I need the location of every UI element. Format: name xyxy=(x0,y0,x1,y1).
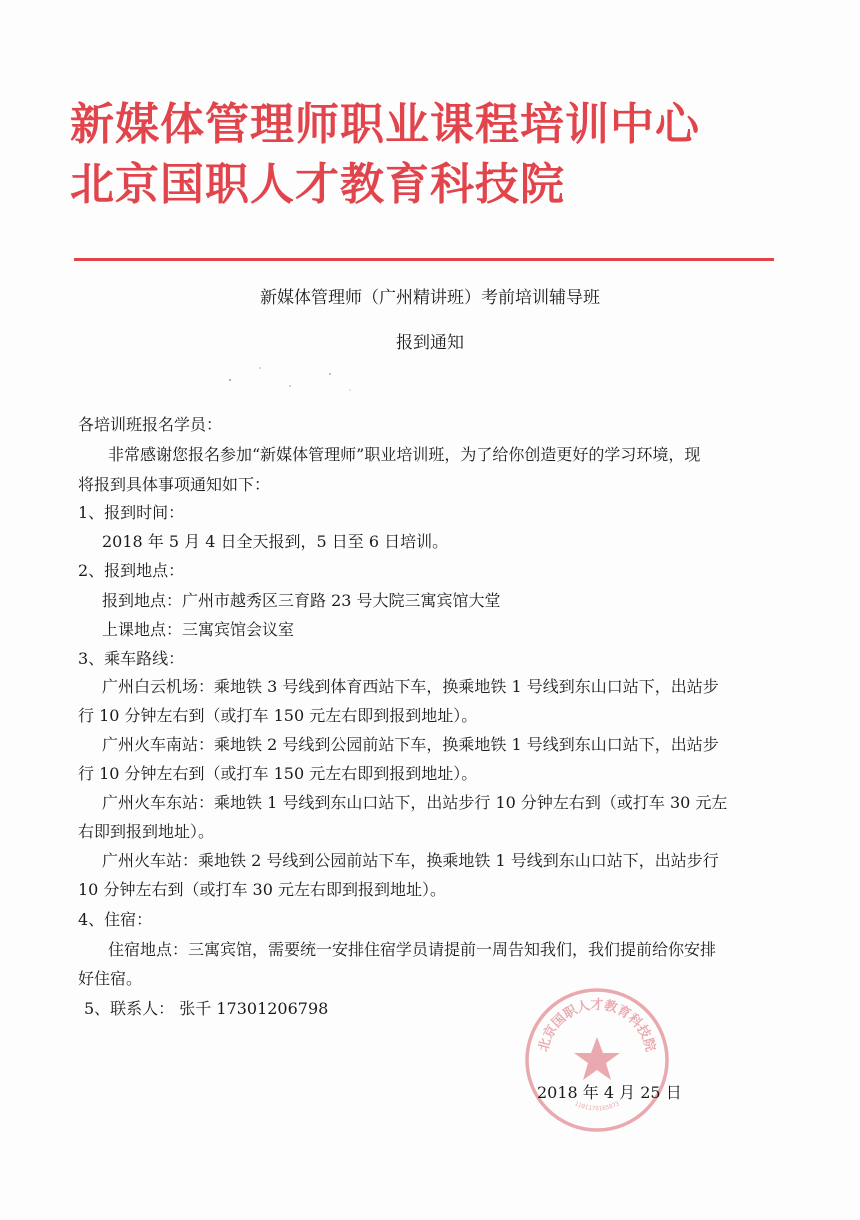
document-title: 报到通知 xyxy=(396,333,464,353)
letterhead-divider xyxy=(74,258,774,261)
route-south-station-line-2: 行 10 分钟左右到（或打车 150 元左右即到报到地址）。 xyxy=(78,764,478,783)
svg-text:1101170165873: 1101170165873 xyxy=(573,1100,621,1113)
letterhead-title-2: 北京国职人才教育科技院 xyxy=(70,159,565,210)
intro-line-1: 非常感谢您报名参加“新媒体管理师”职业培训班，为了给你创造更好的学习环境，现 xyxy=(108,445,701,464)
letterhead-title-1: 新媒体管理师职业课程培训中心 xyxy=(70,99,700,150)
section-2-heading: 2、报到地点： xyxy=(78,561,185,580)
issue-date: 2018 年 4 月 25 日 xyxy=(537,1083,682,1102)
section-1-text: 2018 年 5 月 4 日全天报到，5 日至 6 日培训。 xyxy=(102,532,449,551)
section-2-class-address: 上课地点：三寓宾馆会议室 xyxy=(102,620,295,639)
route-airport-line-2: 行 10 分钟左右到（或打车 150 元左右即到报到地址）。 xyxy=(78,706,478,725)
route-airport-line-1: 广州白云机场：乘地铁 3 号线到体育西站下车，换乘地铁 1 号线到东山口站下，出站步 xyxy=(102,677,719,696)
section-2-checkin-address: 报到地点：广州市越秀区三育路 23 号大院三寓宾馆大堂 xyxy=(102,591,501,610)
salutation: 各培训班报名学员： xyxy=(78,415,223,434)
section-3-heading: 3、乘车路线： xyxy=(78,649,185,668)
scan-noise xyxy=(220,360,360,400)
document-subtitle: 新媒体管理师（广州精讲班）考前培训辅导班 xyxy=(260,288,600,308)
section-5-contact: 5、联系人： 张千 17301206798 xyxy=(84,999,329,1018)
intro-line-2: 将报到具体事项通知如下： xyxy=(78,475,271,494)
section-4-line-2: 好住宿。 xyxy=(78,969,143,988)
route-east-station-line-1: 广州火车东站：乘地铁 1 号线到东山口站下，出站步行 10 分钟左右到（或打车 30 元左 xyxy=(102,793,728,812)
route-east-station-line-2: 右即到报到地址）。 xyxy=(78,822,215,841)
route-main-station-line-2: 10 分钟左右到（或打车 30 元左右即到报到地址）。 xyxy=(78,880,446,899)
svg-text:北京国职人才教育科技院: 北京国职人才教育科技院 xyxy=(536,998,658,1054)
section-4-heading: 4、住宿： xyxy=(78,910,153,929)
route-main-station-line-1: 广州火车站：乘地铁 2 号线到公园前站下车，换乘地铁 1 号线到东山口站下，出站步行 xyxy=(102,851,719,870)
section-1-heading: 1、报到时间： xyxy=(78,503,185,522)
official-seal-stamp xyxy=(522,985,672,1135)
section-4-line-1: 住宿地点：三寓宾馆，需要统一安排住宿学员请提前一周告知我们，我们提前给你安排 xyxy=(108,940,717,959)
route-south-station-line-1: 广州火车南站：乘地铁 2 号线到公园前站下车，换乘地铁 1 号线到东山口站下，出站步 xyxy=(102,735,719,754)
